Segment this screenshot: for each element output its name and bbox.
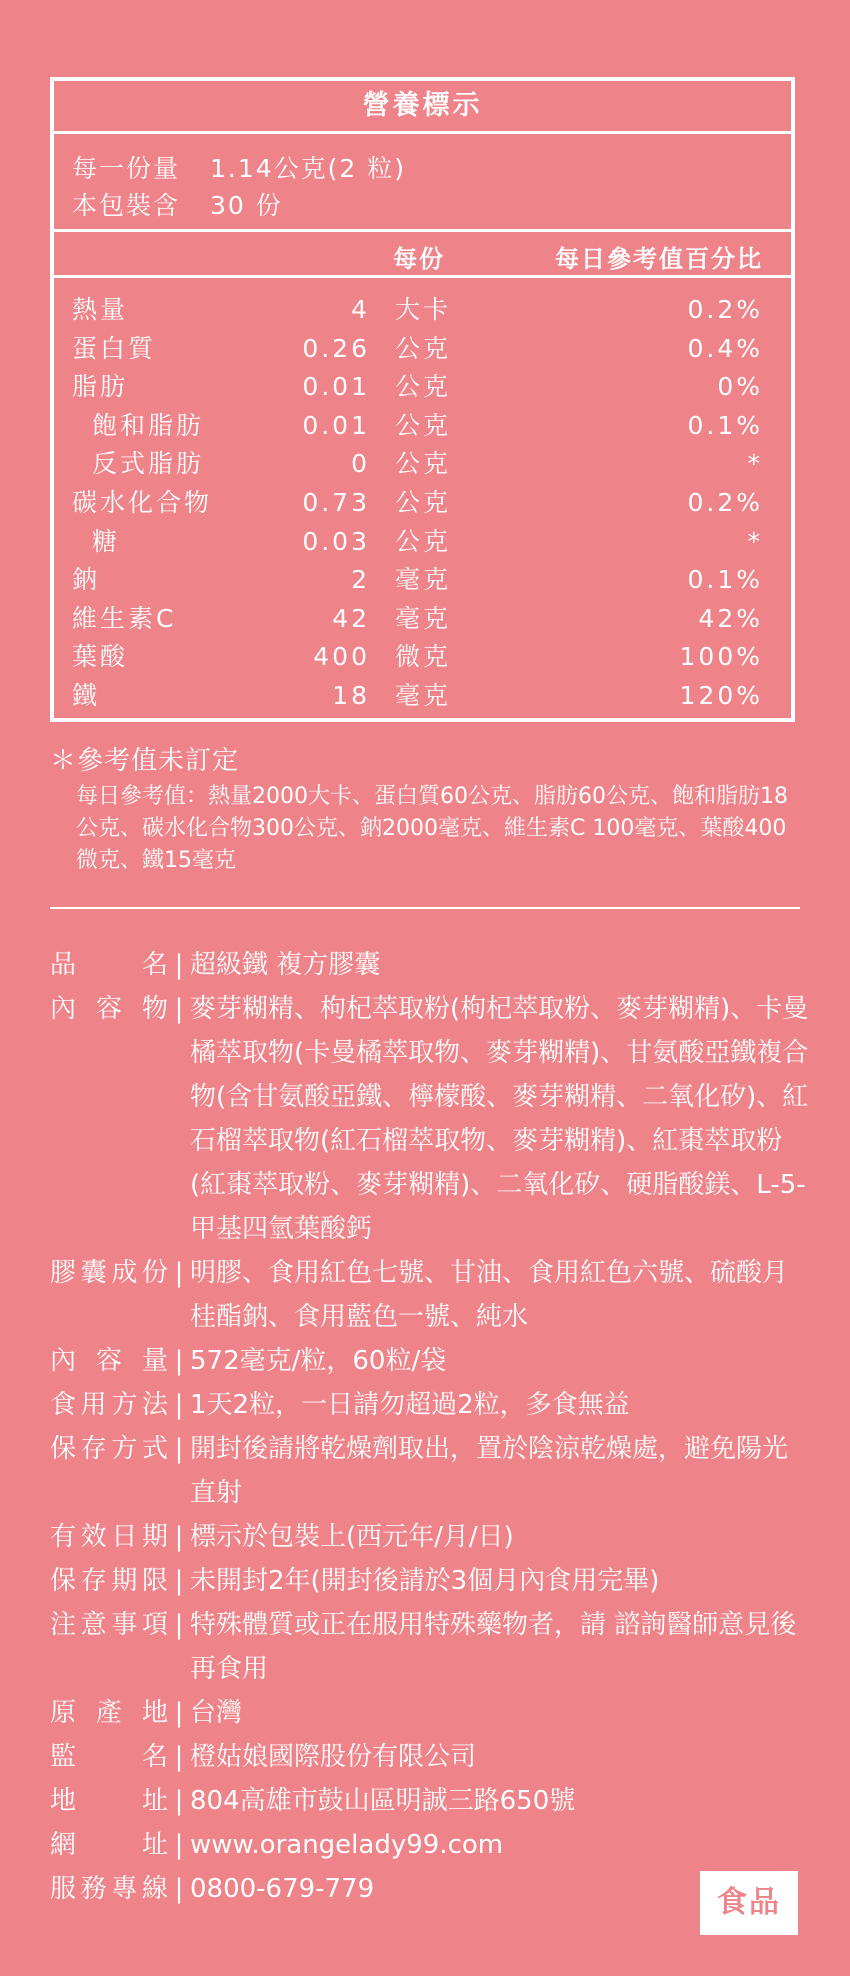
- info-key: 保存方式: [50, 1434, 168, 1464]
- reference-note: 每日參考值：熱量2000大卡、蛋白質60公克、脂肪60公克、飽和脂肪18公克、碳水化合物300公克、鈉2000毫克、維生素C 100毫克、葉酸400微克、鐵15毫克: [76, 784, 788, 873]
- info-value: www.orangelady99.com: [190, 1830, 504, 1860]
- info-separator: |: [174, 1610, 184, 1640]
- nutrient-value: 42: [332, 603, 370, 633]
- nutrient-unit: 微克: [395, 642, 452, 672]
- nutrient-unit: 毫克: [395, 603, 452, 633]
- col-daily-value: 每日參考值百分比: [555, 245, 763, 273]
- table-divider: [54, 275, 791, 278]
- nutrient-unit: 公克: [395, 449, 452, 479]
- footnote: ＊參考值未訂定: [50, 746, 240, 776]
- nutrient-unit: 公克: [395, 526, 452, 556]
- info-value: 特殊體質或正在服用特殊藥物者，請 諮詢醫師意見後再食用: [190, 1610, 797, 1684]
- info-separator: |: [174, 994, 184, 1024]
- info-key: 內容物: [50, 994, 168, 1024]
- nutrient-row: [54, 368, 791, 406]
- info-value: 明膠、食用紅色七號、甘油、食用紅色六號、硫酸月桂酯鈉、食用藍色一號、純水: [190, 1258, 789, 1332]
- info-separator: |: [174, 1830, 184, 1860]
- info-item: [50, 1427, 810, 1515]
- nutrient-value: 4: [351, 295, 370, 324]
- nutrient-unit: 大卡: [395, 295, 452, 324]
- info-item: [50, 1603, 810, 1691]
- nutrient-value: 2: [351, 565, 370, 595]
- info-separator: |: [174, 1390, 184, 1420]
- info-separator: |: [174, 1874, 184, 1904]
- nutrient-value: 0.73: [302, 488, 370, 517]
- nutrient-unit: 毫克: [395, 681, 452, 710]
- info-value: 標示於包裝上(西元年/月/日): [190, 1522, 514, 1552]
- info-key: 注意事項: [50, 1610, 168, 1640]
- info-item: [50, 1559, 810, 1603]
- info-key: 地址: [50, 1786, 168, 1816]
- nutrient-daily-pct: 0.1%: [687, 410, 763, 440]
- info-value: 572毫克/粒，60粒/袋: [190, 1346, 447, 1376]
- nutrient-daily-pct: 42%: [698, 603, 763, 633]
- info-item: [50, 1383, 810, 1427]
- nutrient-unit: 公克: [395, 372, 452, 402]
- nutrient-value: 400: [313, 642, 370, 672]
- nutrient-name: 蛋白質: [72, 333, 157, 363]
- table-divider: [54, 131, 791, 134]
- nutrient-daily-pct: *: [747, 449, 763, 479]
- nutrient-row: [54, 677, 791, 715]
- info-key: 食用方法: [50, 1390, 168, 1420]
- nutrient-unit: 公克: [395, 488, 452, 517]
- nutrient-name: 碳水化合物: [72, 488, 213, 517]
- info-item: [50, 1735, 810, 1779]
- info-item: [50, 1691, 810, 1735]
- info-key: 保存期限: [50, 1566, 168, 1596]
- info-item: [50, 1823, 810, 1867]
- nutrient-daily-pct: 0.4%: [687, 333, 763, 363]
- nutrient-unit: 毫克: [395, 565, 452, 595]
- info-separator: |: [174, 1434, 184, 1464]
- servings-value: 30 份: [210, 191, 283, 220]
- nutrient-value: 0.03: [302, 526, 370, 556]
- nutrient-value: 0: [351, 449, 370, 479]
- nutrient-name: 脂肪: [72, 372, 129, 402]
- nutrient-name: 維生素C: [72, 603, 177, 633]
- nutrient-row: [54, 600, 791, 638]
- info-key: 品名: [50, 950, 168, 980]
- info-key: 原產地: [50, 1698, 168, 1728]
- food-badge: 食品: [700, 1871, 798, 1935]
- nutrition-facts-table: [50, 77, 795, 722]
- info-separator: |: [174, 1786, 184, 1816]
- servings-label: 本包裝含: [72, 191, 181, 220]
- servings-per-package-row: [72, 186, 283, 222]
- info-value: 台灣: [190, 1698, 243, 1728]
- product-info-list: [50, 943, 810, 1911]
- info-separator: |: [174, 1346, 184, 1376]
- section-divider: [50, 907, 800, 909]
- nutrient-unit: 公克: [395, 333, 452, 363]
- info-value: 804高雄市鼓山區明誠三路650號: [190, 1786, 576, 1816]
- nutrient-unit: 公克: [395, 410, 452, 440]
- nutrient-value: 0.01: [302, 372, 370, 402]
- info-separator: |: [174, 950, 184, 980]
- info-key: 服務專線: [50, 1874, 168, 1904]
- nutrient-daily-pct: 0.2%: [687, 295, 763, 324]
- info-item: [50, 1339, 810, 1383]
- info-item: [50, 1779, 810, 1823]
- serving-size-value: 1.14公克(2 粒): [210, 154, 407, 183]
- nutrient-value: 0.26: [302, 333, 370, 363]
- nutrient-name: 熱量: [72, 295, 129, 324]
- nutrient-row: [54, 291, 791, 329]
- info-value: 超級鐵 複方膠囊: [190, 950, 381, 980]
- nutrient-row: [54, 561, 791, 599]
- info-item: [50, 1251, 810, 1339]
- col-per-serving: 每份: [393, 245, 445, 273]
- info-item: [50, 987, 810, 1251]
- info-key: 內容量: [50, 1346, 168, 1376]
- info-item: [50, 1515, 810, 1559]
- info-separator: |: [174, 1522, 184, 1552]
- nutrient-value: 18: [332, 681, 370, 710]
- nutrient-row: [54, 638, 791, 676]
- info-separator: |: [174, 1698, 184, 1728]
- nutrient-daily-pct: 120%: [679, 681, 763, 710]
- info-key: 有效日期: [50, 1522, 168, 1552]
- info-item: [50, 943, 810, 987]
- nutrient-name: 鈉: [72, 565, 101, 595]
- info-key: 膠囊成份: [50, 1258, 168, 1288]
- nutrient-daily-pct: 0%: [717, 372, 763, 402]
- info-separator: |: [174, 1566, 184, 1596]
- info-key: 網址: [50, 1830, 168, 1860]
- nutrient-row: [54, 407, 791, 445]
- nutrient-row: [54, 445, 791, 483]
- nutrition-title: 營養標示: [362, 90, 483, 121]
- nutrient-daily-pct: 0.2%: [687, 488, 763, 517]
- nutrient-row: [54, 523, 791, 561]
- nutrient-daily-pct: 100%: [679, 642, 763, 672]
- nutrient-value: 0.01: [302, 410, 370, 440]
- info-item: [50, 1867, 810, 1911]
- nutrient-row: [54, 330, 791, 368]
- nutrient-daily-pct: 0.1%: [687, 565, 763, 595]
- info-key: 監名: [50, 1742, 168, 1772]
- info-separator: |: [174, 1258, 184, 1288]
- serving-size-row: [72, 149, 406, 185]
- nutrient-name: 鐵: [72, 681, 101, 710]
- nutrient-name: 糖: [92, 526, 121, 556]
- info-value: 橙姑娘國際股份有限公司: [190, 1742, 477, 1772]
- info-value: 0800-679-779: [190, 1874, 375, 1904]
- nutrient-row: [54, 484, 791, 522]
- info-value: 1天2粒，一日請勿超過2粒，多食無益: [190, 1390, 630, 1420]
- table-divider: [54, 229, 791, 232]
- nutrient-daily-pct: *: [747, 526, 763, 556]
- serving-size-label: 每一份量: [72, 154, 181, 183]
- info-separator: |: [174, 1742, 184, 1772]
- nutrient-name: 反式脂肪: [92, 449, 205, 479]
- nutrient-name: 葉酸: [72, 642, 129, 672]
- nutrient-name: 飽和脂肪: [92, 410, 205, 440]
- info-value: 未開封2年(開封後請於3個月內食用完畢): [190, 1566, 660, 1596]
- info-value: 麥芽糊精、枸杞萃取粉(枸杞萃取粉、麥芽糊精)、卡曼橘萃取物(卡曼橘萃取物、麥芽糊精)、甘氨酸亞鐵複合物(含甘氨酸亞鐵、檸檬酸、麥芽糊精、二氧化矽)、紅石榴萃取物(紅石榴萃取物、麥芽糊精)、紅棗萃取粉(紅棗萃取粉、麥芽糊精)、二氧化矽、硬脂酸鎂、L-5-甲基四氫葉酸鈣: [190, 994, 809, 1244]
- info-value: 開封後請將乾燥劑取出，置於陰涼乾燥處，避免陽光直射: [190, 1434, 789, 1508]
